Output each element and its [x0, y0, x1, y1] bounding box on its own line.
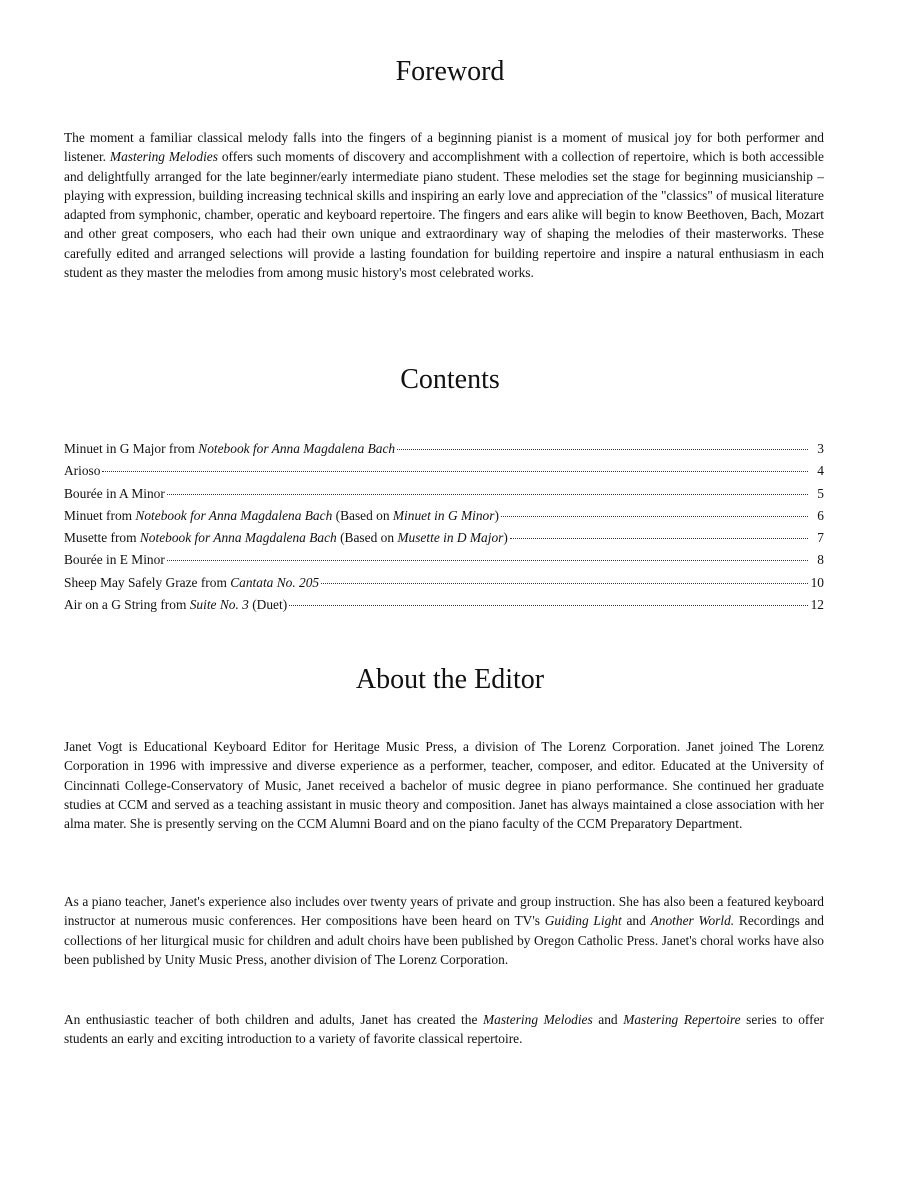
text-run: Recordings and collections of her liturgical music for children and adult choirs have been published by Oregon Catholic Press. Janet's choral works have also been published by Unity Music Press, another division of The Lorenz Corporation. — [64, 913, 824, 967]
toc-dot-leader — [397, 449, 808, 450]
toc-entry-title — [64, 594, 287, 616]
toc-entry-title — [64, 572, 319, 594]
italic-text-run: Suite No. 3 — [189, 597, 249, 613]
toc-dot-leader — [501, 516, 808, 517]
toc-entry-title — [64, 549, 165, 571]
italic-text-run: Guiding Light — [544, 913, 622, 929]
text-run: ) — [503, 530, 508, 546]
text-run: Sheep May Safely Graze from — [64, 574, 231, 590]
text-run: Arioso — [64, 463, 101, 479]
contents-heading: Contents — [400, 364, 500, 395]
about-paragraph-2 — [64, 892, 824, 969]
text-run: ) — [494, 507, 499, 523]
text-run: Musette from — [64, 530, 140, 546]
toc-entry-title — [64, 527, 508, 549]
text-run: An enthusiastic teacher of both children and adults, Janet has created the — [64, 1012, 483, 1027]
toc-page-number: 4 — [817, 463, 824, 479]
toc-entry-title — [64, 505, 499, 527]
italic-text-run: Cantata No. 205 — [230, 574, 320, 590]
italic-text-run: Notebook for Anna Magdalena Bach — [198, 441, 396, 456]
toc-entry-title — [64, 438, 395, 460]
toc-entry[interactable] — [64, 594, 824, 616]
text-run: Minuet in G Major from — [64, 441, 199, 456]
toc-entry[interactable] — [64, 549, 824, 571]
text-run: series to offer students an early and exciting introduction to a variety of favorite classical repertoire. — [64, 1012, 824, 1047]
italic-text-run: Minuet in G Minor — [392, 507, 495, 523]
text-run: (Based on — [332, 507, 393, 523]
text-run: Janet Vogt is Educational Keyboard Editor for Heritage Music Press, a division of The Lorenz Corporation. Janet joined The Lorenz Corporation in 1996 with impressive and diverse experience as a performer, teacher, composer, and editor. Educated at the University of Cincinnati College-Conservatory of Music, Janet received a bachelor of music degree in piano performance. She continued her graduate studies at CCM and served as a teaching assistant in music theory and composition. Janet has always maintained a close association with her alma mater. She is presently serving on the CCM Alumni Board and on the piano faculty of the CCM Preparatory Department. — [64, 739, 824, 832]
toc-page-number: 3 — [817, 441, 824, 456]
toc-entry[interactable] — [64, 438, 824, 460]
foreword-heading: Foreword — [395, 56, 505, 87]
text-run: Minuet from — [64, 507, 136, 523]
italic-text-run: Notebook for Anna Magdalena Bach — [135, 507, 333, 523]
italic-text-run: Another World. — [650, 913, 735, 929]
text-run: and — [592, 1012, 624, 1027]
toc-entry[interactable] — [64, 460, 824, 482]
toc-entry-title — [64, 460, 100, 482]
text-run: As a piano teacher, Janet's experience also includes over twenty years of private and group instruction. She has also been a featured keyboard instructor at numerous music conferences. Her compositions have been heard on TV's — [64, 894, 824, 929]
toc-dot-leader — [167, 560, 808, 561]
text-run: (Based on — [336, 530, 398, 546]
text-run: Bourée in A Minor — [64, 485, 165, 501]
text-run: Bourée in E Minor — [64, 552, 165, 568]
foreword-paragraph — [64, 128, 824, 282]
toc-page-number: 6 — [817, 507, 824, 523]
text-run: The moment a familiar classical melody falls into the fingers of a beginning pianist is a moment of musical joy for both performer and listener. — [64, 130, 824, 165]
text-run: and — [621, 913, 651, 929]
about-paragraph-1 — [64, 737, 824, 833]
toc-dot-leader — [510, 538, 808, 539]
toc-entry[interactable] — [64, 483, 824, 505]
toc-entry[interactable] — [64, 572, 824, 594]
toc-dot-leader — [167, 494, 808, 495]
about-paragraph-3 — [64, 1010, 824, 1049]
toc-page-number: 12 — [810, 597, 824, 613]
toc-entry[interactable] — [64, 505, 824, 527]
toc-dot-leader — [321, 583, 808, 584]
toc-dot-leader — [102, 471, 808, 472]
table-of-contents — [64, 438, 824, 616]
about-editor-heading: About the Editor — [355, 664, 545, 695]
toc-entry[interactable] — [64, 527, 824, 549]
text-run: (Duet) — [248, 597, 288, 613]
text-run: Air on a G String from — [64, 597, 190, 613]
toc-page-number: 5 — [817, 485, 824, 501]
toc-page-number: 8 — [817, 552, 824, 568]
toc-page-number: 7 — [817, 530, 824, 546]
italic-text-run: Mastering Melodies — [483, 1012, 593, 1027]
italic-text-run: Mastering Repertoire — [623, 1012, 741, 1027]
italic-text-run: Mastering Melodies — [109, 149, 218, 165]
italic-text-run: Musette in D Major — [397, 530, 504, 546]
toc-page-number: 10 — [810, 574, 824, 590]
text-run: offers such moments of discovery and accomplishment with a collection of repertoire, which is both accessible and delightfully arranged for the late beginner/early intermediate piano student. These melodies set the stage for beginning musicianship – playing with expression, building increasing technical skills and inspiring an early love and appreciation of the "classics" of musical literature adapted from symphonic, chamber, operatic and keyboard repertoire. The fingers and ears alike will begin to know Beethoven, Bach, Mozart and other great composers, who each had their own unique and extraordinary way of shaping the melodies of their masterworks. These carefully edited and arranged selections will provide a lasting foundation for building repertoire and inspire a natural enthusiasm in each student as they master the melodies from among music history's most celebrated works. — [64, 149, 824, 281]
toc-dot-leader — [289, 605, 808, 606]
toc-entry-title — [64, 483, 165, 505]
italic-text-run: Notebook for Anna Magdalena Bach — [139, 530, 337, 546]
